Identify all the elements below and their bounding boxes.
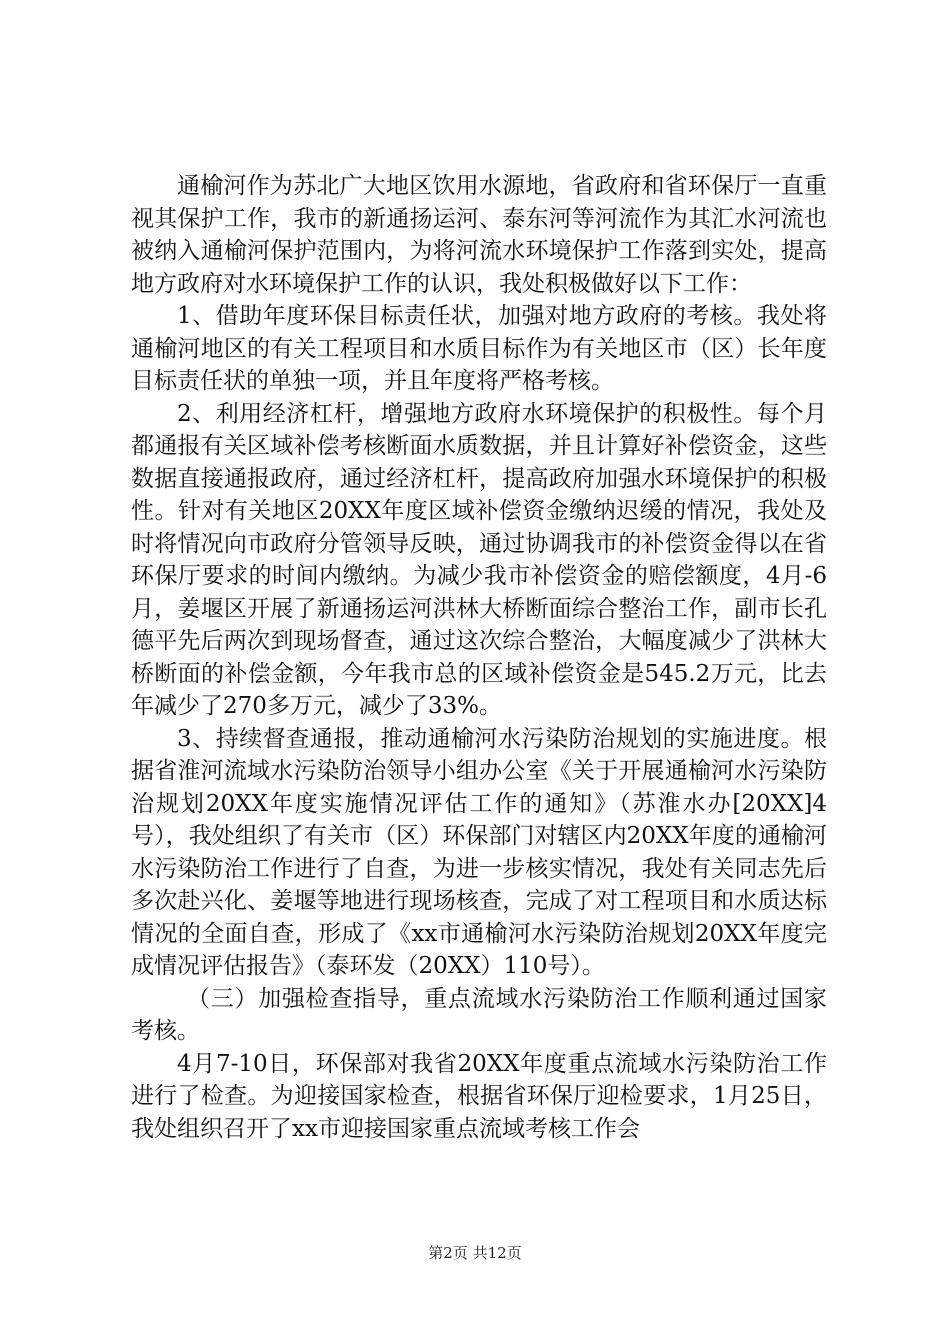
paragraph-item-3: 3、持续督查通报，推动通榆河水污染防治规划的实施进度。根据省淮河流域水污染防治领导小组办公室《关于开展通榆河水污染防治规划20XX年度实施情况评估工作的通知》（苏淮水办[20XX]4号），我处组织了有关市（区）环保部门对辖区内20XX年度的通榆河水污染防治工作进行了自查，为进一步核实情况，我处有关同志先后多次赴兴化、姜堰等地进行现场核查，完成了对工程项目和水质达标情况的全面自查，形成了《xx市通榆河水污染防治规划20XX年度完成情况评估报告》（泰环发（20XX）110号）。: [131, 725, 827, 979]
paragraph-intro: 通榆河作为苏北广大地区饮用水源地，省政府和省环保厅一直重视其保护工作，我市的新通扬运河、泰东河等河流作为其汇水河流也被纳入通榆河保护范围内，为将河流水环境保护工作落到实处，提高地方政府对水环境保护工作的认识，我处积极做好以下工作：: [131, 173, 827, 297]
section-heading: （三）加强检查指导，重点流域水污染防治工作顺利通过国家考核。: [131, 985, 827, 1044]
page-footer: 第2页 共12页: [428, 1244, 522, 1262]
paragraph-item-1: 1、借助年度环保目标责任状，加强对地方政府的考核。我处将通榆河地区的有关工程项目和水质目标作为有关地区市（区）长年度目标责任状的单独一项，并且年度将严格考核。: [131, 303, 827, 394]
paragraph-inspection: 4月7-10日，环保部对我省20XX年度重点流域水污染防治工作进行了检查。为迎接国家检查，根据省环保厅迎检要求，1月25日，我处组织召开了xx市迎接国家重点流域考核工作会: [131, 1050, 827, 1142]
document-body: [131, 170, 827, 1145]
paragraph-item-2: 2、利用经济杠杆，增强地方政府水环境保护的积极性。每个月都通报有关区域补偿考核断面水质数据，并且计算好补偿资金，这些数据直接通报政府，通过经济杠杆，提高政府加强水环境保护的积极性。针对有关地区20XX年度区域补偿资金缴纳迟缓的情况，我处及时将情况向市政府分管领导反映，通过协调我市的补偿资金得以在省环保厅要求的时间内缴纳。为减少我市补偿资金的赔偿额度，4月-6月，姜堰区开展了新通扬运河洪林大桥断面综合整治工作，副市长孔德平先后两次到现场督查，通过这次综合整治，大幅度减少了洪林大桥断面的补偿金额，今年我市总的区域补偿资金是545.2万元，比去年减少了270多万元，减少了33%。: [131, 400, 827, 719]
